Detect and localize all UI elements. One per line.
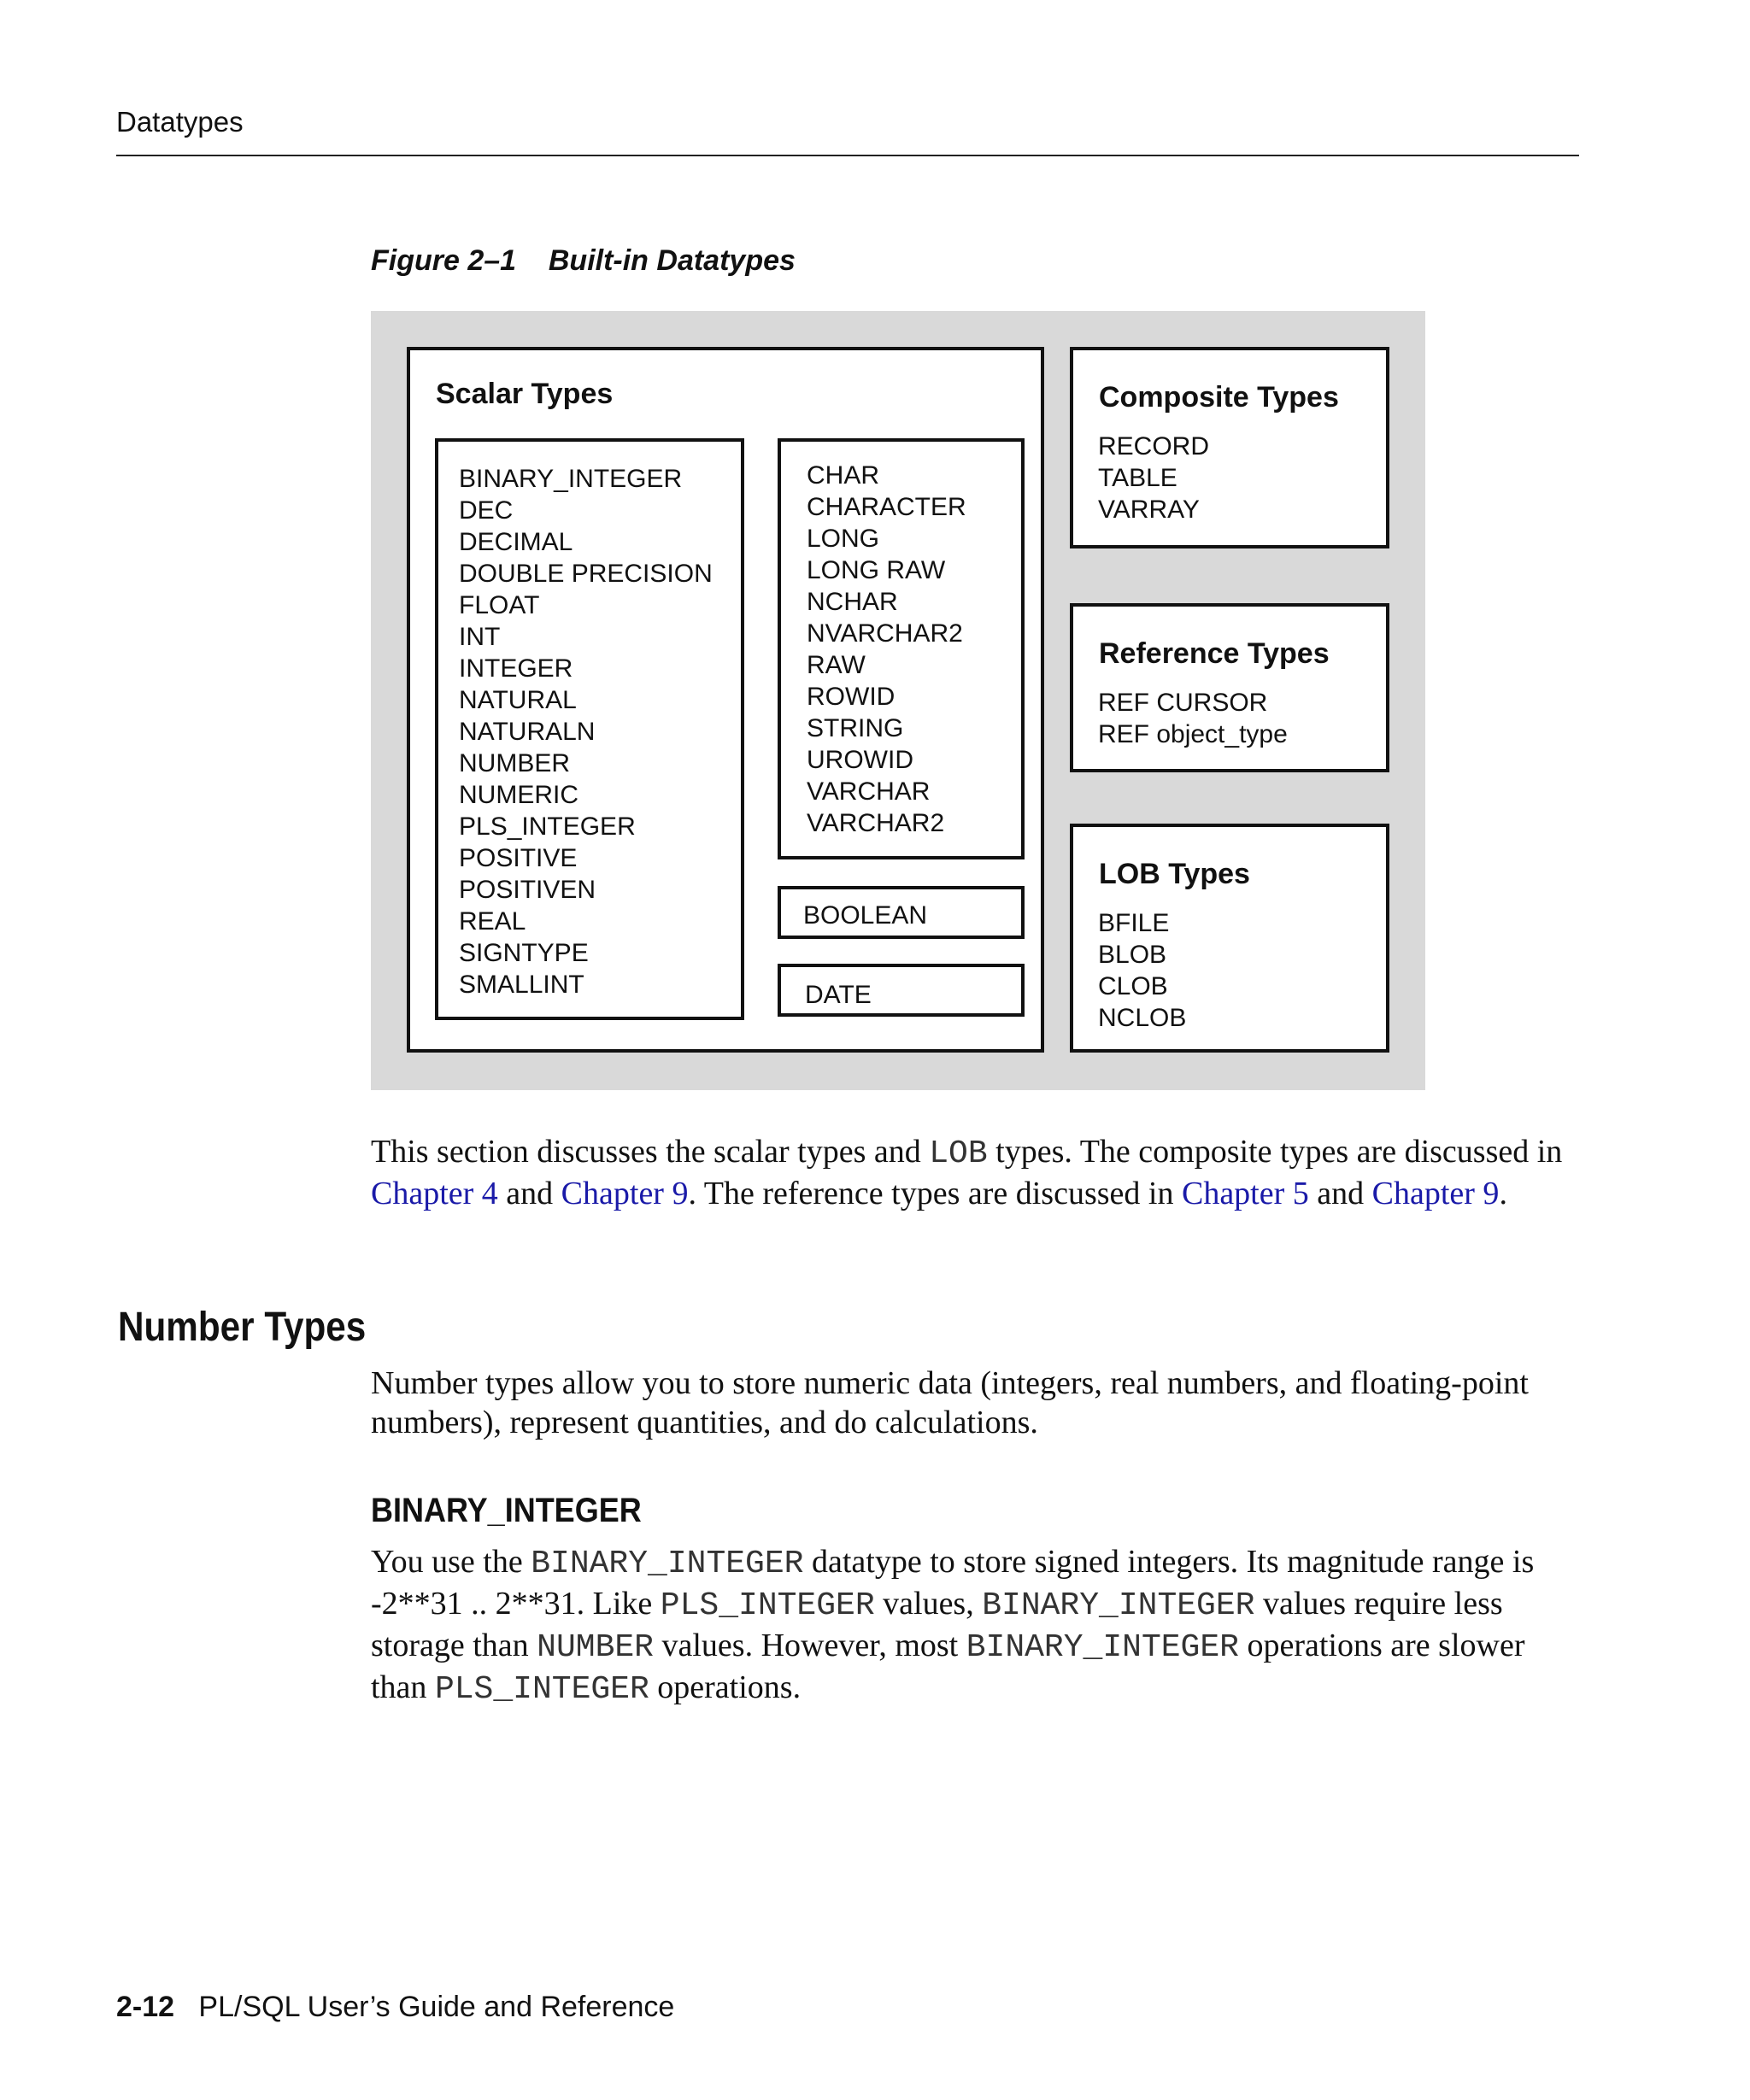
lob-types-list [1098,907,1186,1034]
type-item: REF CURSOR [1098,689,1268,717]
link-chapter-4[interactable]: Chapter 4 [371,1176,498,1211]
type-item: REF object_type [1098,720,1288,748]
type-item: NATURAL [459,686,577,714]
type-item: NATURALN [459,718,596,746]
intro-text: . The reference types are discussed in [688,1176,1182,1211]
reference-types-list [1098,687,1288,750]
link-chapter-5[interactable]: Chapter 5 [1181,1176,1309,1211]
body-text: You use the [371,1544,531,1580]
type-item: CHAR [807,461,880,490]
code-lob: LOB [929,1135,988,1172]
type-item: PLS_INTEGER [459,812,636,841]
type-item: CLOB [1098,972,1168,1000]
type-item: REAL [459,907,526,936]
type-item: SIGNTYPE [459,939,589,967]
lob-types-title: LOB Types [1099,858,1250,890]
type-item: SMALLINT [459,971,584,999]
type-item: CHARACTER [807,493,966,521]
binary-integer-paragraph [371,1542,1584,1710]
body-text: values. However, most [653,1628,966,1663]
type-item: NCHAR [807,588,898,616]
code-binary-integer: BINARY_INTEGER [966,1629,1239,1666]
type-item: VARCHAR [807,777,931,806]
reference-types-title: Reference Types [1099,637,1330,670]
binary-integer-heading: BINARY_INTEGER [371,1492,642,1529]
numeric-types-list [459,463,713,1000]
scalar-types-title: Scalar Types [436,378,614,410]
type-item: NCLOB [1098,1004,1187,1032]
type-item: DOUBLE PRECISION [459,560,713,588]
type-item: VARCHAR2 [807,809,945,837]
number-types-heading: Number Types [118,1305,367,1350]
page-number: 2-12 [116,1991,175,2023]
code-number: NUMBER [537,1629,654,1666]
intro-paragraph [371,1132,1584,1213]
page-footer [116,1991,674,2024]
code-binary-integer: BINARY_INTEGER [982,1587,1255,1624]
type-item: BFILE [1098,909,1170,937]
figure-title: Built-in Datatypes [548,244,796,277]
composite-types-title: Composite Types [1099,381,1339,414]
date-type-label: DATE [805,981,872,1009]
datatypes-figure [371,311,1425,1090]
header-rule [116,155,1579,156]
scalar-types-box [407,347,1044,1053]
type-item: NUMERIC [459,781,578,809]
link-chapter-9[interactable]: Chapter 9 [561,1176,689,1211]
type-item: VARRAY [1098,496,1200,524]
composite-types-box [1070,347,1389,548]
reference-types-box [1070,603,1389,772]
type-item: STRING [807,714,904,742]
body-text: values require less storage than [371,1586,1503,1663]
type-item: LONG RAW [807,556,946,584]
intro-text: . [1499,1176,1507,1211]
figure-caption [371,244,796,278]
type-item: NVARCHAR2 [807,619,963,648]
type-item: INTEGER [459,654,573,683]
boolean-type-box [778,886,1025,939]
link-chapter-9-second[interactable]: Chapter 9 [1371,1176,1500,1211]
body-text: values, [874,1586,983,1622]
intro-text: This section discusses the scalar types and [371,1134,930,1170]
composite-types-list [1098,431,1209,525]
type-item: FLOAT [459,591,540,619]
type-item: RAW [807,651,866,679]
intro-text: and [497,1176,561,1211]
character-types-box [778,438,1025,859]
intro-text: and [1308,1176,1372,1211]
numeric-types-box [435,438,744,1020]
body-text: operations. [649,1669,802,1705]
character-types-list [807,460,966,839]
number-types-paragraph: Number types allow you to store numeric data (integers, real numbers, and floating-point numbers), represent quantities, and do calculations. [371,1365,1529,1440]
type-item: POSITIVEN [459,876,596,904]
boolean-type-label: BOOLEAN [803,901,928,930]
type-item: POSITIVE [459,844,578,872]
body-text: datatype to store signed integers. Its magnitude range is -2**31 .. 2**31. Like [371,1544,1535,1622]
type-item: RECORD [1098,432,1210,460]
type-item: UROWID [807,746,913,774]
type-item: BINARY_INTEGER [459,465,683,493]
book-title: PL/SQL User’s Guide and Reference [198,1991,675,2023]
code-pls-integer: PLS_INTEGER [434,1671,649,1708]
code-binary-integer: BINARY_INTEGER [531,1546,804,1582]
type-item: DECIMAL [459,528,573,556]
running-header: Datatypes [116,106,244,138]
type-item: INT [459,623,501,651]
intro-text: types. The composite types are discussed in [987,1134,1563,1170]
date-type-box [778,964,1025,1017]
type-item: NUMBER [459,749,571,777]
type-item: LONG [807,525,880,553]
type-item: DEC [459,496,514,525]
lob-types-box [1070,824,1389,1053]
type-item: TABLE [1098,464,1177,492]
code-pls-integer: PLS_INTEGER [660,1587,875,1624]
body-text: operations are slower than [371,1628,1525,1705]
type-item: ROWID [807,683,896,711]
figure-number: Figure 2–1 [371,244,517,277]
type-item: BLOB [1098,941,1167,969]
